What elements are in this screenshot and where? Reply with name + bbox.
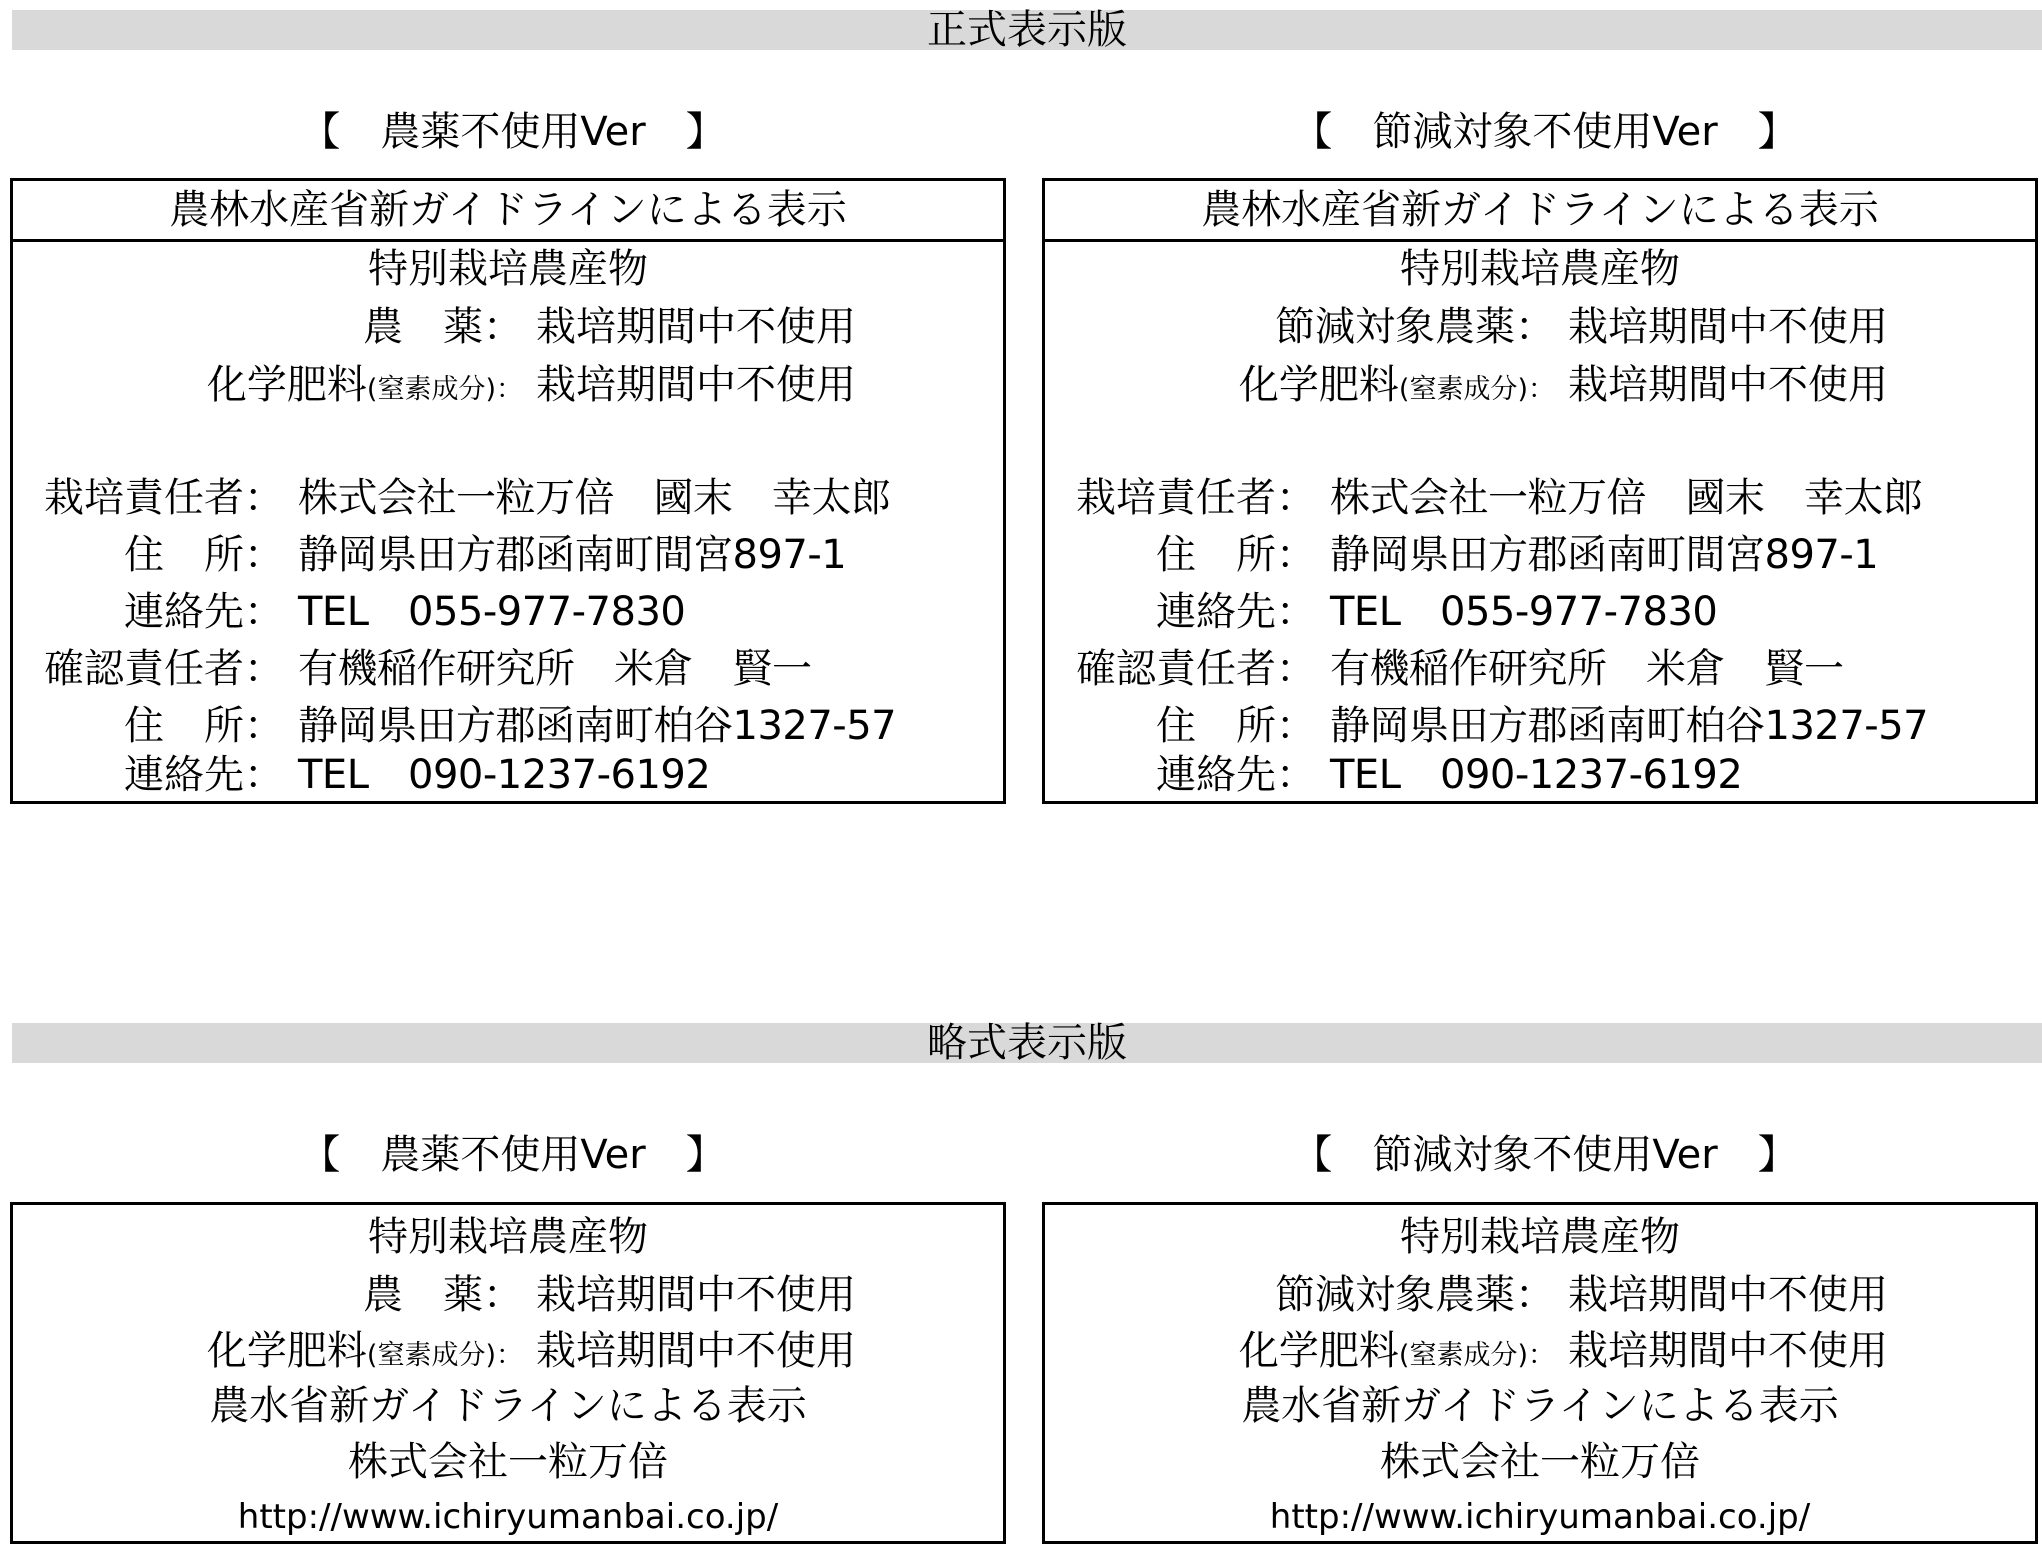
pesticide-row bbox=[1045, 1267, 2035, 1323]
grower-row bbox=[13, 470, 1003, 526]
fertilizer-note: (窒素成分)： bbox=[1398, 374, 1555, 405]
grower-address-label: 住 所： bbox=[124, 532, 284, 578]
fertilizer-value: 栽培期間中不使用 bbox=[536, 1328, 856, 1374]
grower-contact-value: TEL 055-977-7830 bbox=[298, 589, 686, 635]
pesticide-value: 栽培期間中不使用 bbox=[1568, 1272, 1888, 1318]
fertilizer-value: 栽培期間中不使用 bbox=[1568, 362, 1888, 408]
verifier-address-label: 住 所： bbox=[124, 703, 284, 749]
fertilizer-note: (窒素成分)： bbox=[366, 1340, 523, 1371]
grower-contact-value: TEL 055-977-7830 bbox=[1330, 589, 1718, 635]
fertilizer-label: 化学肥料 bbox=[206, 1328, 367, 1374]
fertilizer-label-group bbox=[207, 1323, 523, 1379]
verifier-contact-row bbox=[13, 747, 1003, 803]
company-url: http://www.ichiryumanbai.co.jp/ bbox=[237, 1497, 779, 1537]
product-type: 特別栽培農産物 bbox=[1400, 1214, 1680, 1260]
grower-label: 栽培責任者： bbox=[1076, 475, 1316, 521]
pesticide-value: 栽培期間中不使用 bbox=[1568, 304, 1888, 350]
verifier-address-value: 静岡県田方郡函南町柏谷1327-57 bbox=[298, 703, 897, 749]
pesticide-value: 栽培期間中不使用 bbox=[536, 1272, 856, 1318]
pesticide-label: 節減対象農薬： bbox=[1275, 1272, 1555, 1318]
box-title: 農林水産省新ガイドラインによる表示 bbox=[1045, 181, 2035, 242]
grower-contact-label: 連絡先： bbox=[1156, 589, 1316, 635]
verifier-address-value: 静岡県田方郡函南町柏谷1327-57 bbox=[1330, 703, 1929, 749]
version-label-reduced-target: 【 節減対象不使用Ver 】 bbox=[1292, 109, 1798, 155]
pesticide-row bbox=[1045, 299, 2035, 355]
section-title-abbreviated: 略式表示版 bbox=[12, 1023, 2042, 1063]
grower-label: 栽培責任者： bbox=[44, 475, 284, 521]
company-name: 株式会社一粒万倍 bbox=[348, 1439, 668, 1485]
pesticide-value: 栽培期間中不使用 bbox=[536, 304, 856, 350]
grower-value: 株式会社一粒万倍 國末 幸太郎 bbox=[298, 475, 891, 521]
version-label-no-pesticide: 【 農薬不使用Ver 】 bbox=[300, 109, 726, 155]
fertilizer-row bbox=[1045, 1323, 2035, 1379]
verifier-value: 有機稲作研究所 米倉 賢一 bbox=[298, 646, 812, 692]
fertilizer-row bbox=[13, 357, 1003, 413]
verifier-contact-row bbox=[1045, 747, 2035, 803]
guideline-text: 農水省新ガイドラインによる表示 bbox=[1241, 1383, 1839, 1429]
verifier-address-row bbox=[13, 698, 1003, 754]
pesticide-row bbox=[13, 1267, 1003, 1323]
guideline-text: 農水省新ガイドラインによる表示 bbox=[209, 1383, 807, 1429]
pesticide-label: 農 薬： bbox=[363, 1272, 523, 1318]
version-label-reduced-target: 【 節減対象不使用Ver 】 bbox=[1292, 1132, 1798, 1178]
formal-label-box-reduced-target bbox=[1042, 178, 2038, 804]
pesticide-row bbox=[13, 299, 1003, 355]
product-type: 特別栽培農産物 bbox=[368, 1214, 648, 1260]
verifier-value: 有機稲作研究所 米倉 賢一 bbox=[1330, 646, 1844, 692]
fertilizer-row bbox=[1045, 357, 2035, 413]
box-title: 農林水産省新ガイドラインによる表示 bbox=[13, 181, 1003, 242]
verifier-contact-label: 連絡先： bbox=[124, 752, 284, 798]
grower-address-row bbox=[1045, 527, 2035, 583]
fertilizer-label: 化学肥料 bbox=[1238, 1328, 1399, 1374]
grower-address-value: 静岡県田方郡函南町間宮897-1 bbox=[298, 532, 847, 578]
verifier-address-label: 住 所： bbox=[1156, 703, 1316, 749]
company-url: http://www.ichiryumanbai.co.jp/ bbox=[1269, 1497, 1811, 1537]
verifier-address-row bbox=[1045, 698, 2035, 754]
fertilizer-note: (窒素成分)： bbox=[366, 374, 523, 405]
abbreviated-label-box-no-pesticide bbox=[10, 1202, 1006, 1544]
fertilizer-label: 化学肥料 bbox=[1238, 362, 1399, 408]
company-name: 株式会社一粒万倍 bbox=[1380, 1439, 1700, 1485]
section-title-formal: 正式表示版 bbox=[12, 10, 2042, 50]
fertilizer-row bbox=[13, 1323, 1003, 1379]
version-label-no-pesticide: 【 農薬不使用Ver 】 bbox=[300, 1132, 726, 1178]
fertilizer-value: 栽培期間中不使用 bbox=[536, 362, 856, 408]
verifier-label: 確認責任者： bbox=[1076, 646, 1316, 692]
pesticide-label: 節減対象農薬： bbox=[1275, 304, 1555, 350]
verifier-label: 確認責任者： bbox=[44, 646, 284, 692]
verifier-contact-label: 連絡先： bbox=[1156, 752, 1316, 798]
product-type: 特別栽培農産物 bbox=[368, 246, 648, 292]
grower-address-label: 住 所： bbox=[1156, 532, 1316, 578]
verifier-contact-value: TEL 090-1237-6192 bbox=[1330, 752, 1743, 798]
product-type: 特別栽培農産物 bbox=[1400, 246, 1680, 292]
grower-contact-label: 連絡先： bbox=[124, 589, 284, 635]
fertilizer-note: (窒素成分)： bbox=[1398, 1340, 1555, 1371]
fertilizer-label-group bbox=[1239, 357, 1555, 413]
grower-row bbox=[1045, 470, 2035, 526]
abbreviated-label-box-reduced-target bbox=[1042, 1202, 2038, 1544]
verifier-contact-value: TEL 090-1237-6192 bbox=[298, 752, 711, 798]
fertilizer-label: 化学肥料 bbox=[206, 362, 367, 408]
pesticide-label: 農 薬： bbox=[363, 304, 523, 350]
formal-label-box-no-pesticide bbox=[10, 178, 1006, 804]
grower-value: 株式会社一粒万倍 國末 幸太郎 bbox=[1330, 475, 1923, 521]
grower-address-value: 静岡県田方郡函南町間宮897-1 bbox=[1330, 532, 1879, 578]
fertilizer-value: 栽培期間中不使用 bbox=[1568, 1328, 1888, 1374]
fertilizer-label-group bbox=[1239, 1323, 1555, 1379]
grower-contact-row bbox=[1045, 584, 2035, 640]
grower-contact-row bbox=[13, 584, 1003, 640]
fertilizer-label-group bbox=[207, 357, 523, 413]
verifier-row bbox=[1045, 641, 2035, 697]
grower-address-row bbox=[13, 527, 1003, 583]
verifier-row bbox=[13, 641, 1003, 697]
